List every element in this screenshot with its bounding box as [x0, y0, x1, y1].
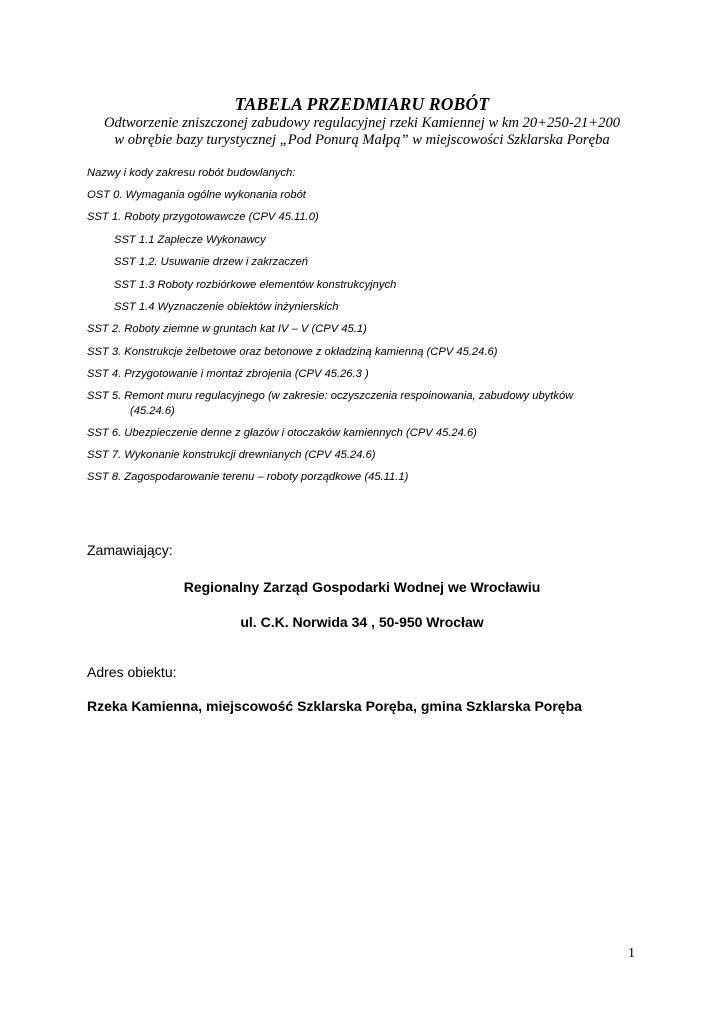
- client-label: Zamawiający:: [87, 542, 173, 558]
- client-name: Regionalny Zarząd Gospodarki Wodnej we Wrocławiu: [183, 579, 541, 595]
- scope-item-sst5: [87, 389, 573, 419]
- scope-item-sst1-1: SST 1.1 Zaplecze Wykonawcy: [114, 234, 266, 246]
- scope-item-sst7: SST 7. Wykonanie konstrukcji drewnianych (CPV 45.24.6): [87, 449, 376, 461]
- site-address: Rzeka Kamienna, miejscowość Szklarska Poręba, gmina Szklarska Poręba: [87, 698, 582, 714]
- scope-item-sst2: SST 2. Roboty ziemne w gruntach kat IV – V (CPV 45.1): [87, 323, 367, 335]
- scope-heading: Nazwy i kody zakresu robót budowlanych:: [87, 167, 296, 179]
- document-subtitle-line2: w obrębie bazy turystycznej „Pod Ponurą Małpą” w miejscowości Szklarska Poręba: [114, 132, 610, 148]
- scope-item-sst6: SST 6. Ubezpieczenie denne z głazów i otoczaków kamiennych (CPV 45.24.6): [87, 427, 477, 439]
- scope-item-sst8: SST 8. Zagospodarowanie terenu – roboty porządkowe (45.11.1): [87, 471, 409, 483]
- scope-item-ost0: OST 0. Wymagania ogólne wykonania robót: [87, 189, 306, 201]
- site-label: Adres obiektu:: [87, 664, 177, 680]
- scope-item-sst5-line2: (45.24.6): [130, 405, 175, 417]
- scope-item-sst4: SST 4. Przygotowanie i montaż zbrojenia (CPV 45.26.3 ): [87, 368, 369, 380]
- scope-item-sst1-3: SST 1.3 Roboty rozbiórkowe elementów konstrukcyjnych: [114, 279, 397, 291]
- scope-item-sst1-2: SST 1.2. Usuwanie drzew i zakrzaczeń: [114, 256, 308, 268]
- scope-item-sst1: SST 1. Roboty przygotowawcze (CPV 45.11.0): [87, 211, 319, 223]
- client-address: ul. C.K. Norwida 34 , 50-950 Wrocław: [240, 614, 484, 630]
- document-title: TABELA PRZEDMIARU ROBÓT: [234, 94, 490, 114]
- document-subtitle-line1: Odtworzenie zniszczonej zabudowy regulacyjnej rzeki Kamiennej w km 20+250-21+200: [103, 115, 621, 131]
- page-number: 1: [628, 946, 635, 961]
- scope-item-sst5-line1: SST 5. Remont muru regulacyjnego (w zakresie: oczyszczenia respoinowania, zabudowy ubytków: [87, 390, 574, 402]
- scope-item-sst3: SST 3. Konstrukcje żelbetowe oraz betonowe z okładziną kamienną (CPV 45.24.6): [87, 346, 498, 358]
- scope-item-sst1-4: SST 1.4 Wyznaczenie obiektów inżynierskich: [114, 301, 339, 313]
